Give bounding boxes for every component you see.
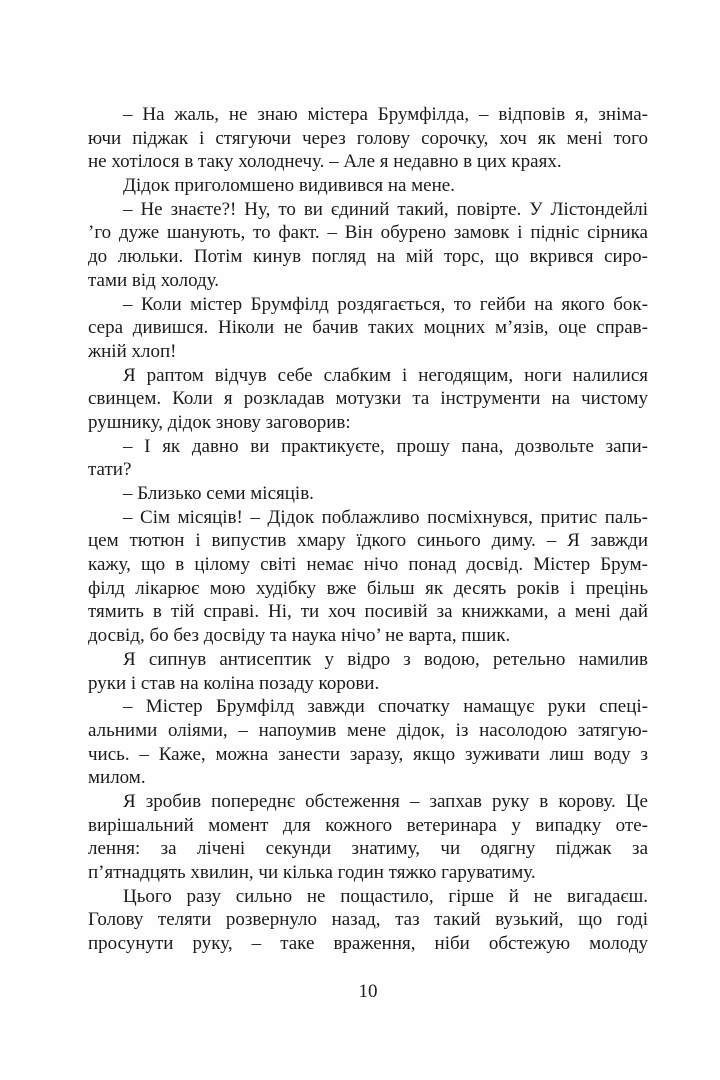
text-line: свинцем. Коли я розкладав мотузки та інструменти на чистому bbox=[88, 388, 648, 410]
text-line: ’го дуже шанують, то факт. – Він обурено замовк і підніс сірника bbox=[88, 222, 648, 244]
text-line: тямить в тій справі. Ні, ти хоч посивій за книжками, а мені дай bbox=[88, 601, 648, 623]
paragraph bbox=[88, 435, 648, 482]
text-line: – Містер Брумфілд завжди спочатку намащує руки спеці- bbox=[123, 696, 648, 718]
text-line: Я зробив попереднє обстеження – запхав руку в корову. Це bbox=[123, 790, 648, 812]
text-line: альними оліями, – напоумив мене дідок, із насолодою затягую- bbox=[88, 719, 648, 741]
text-line: тати? bbox=[88, 459, 132, 481]
text-line: – Не знаєте?! Ну, то ви єдиний такий, повірте. У Лістондейлі bbox=[123, 198, 648, 220]
text-line: лення: за лічені секунди знатиму, чи одягну піджак за bbox=[88, 838, 648, 860]
text-line: – І як давно ви практикуєте, прошу пана, дозвольте запи- bbox=[123, 435, 648, 457]
text-line: милом. bbox=[88, 767, 146, 789]
text-line: жній хлоп! bbox=[88, 340, 177, 362]
paragraph bbox=[88, 790, 648, 885]
text-line: рушнику, дідок знову заговорив: bbox=[88, 411, 351, 433]
page-text bbox=[88, 103, 648, 956]
paragraph bbox=[88, 198, 648, 293]
text-line: – Коли містер Брумфілд роздягається, то гейби на якого бок- bbox=[123, 293, 648, 315]
paragraph bbox=[88, 174, 648, 198]
text-line: Цього разу сильно не пощастило, гірше й не вигадаєш. bbox=[123, 885, 648, 907]
text-line: чись. – Каже, можна занести заразу, якщо зуживати лиш воду з bbox=[88, 743, 648, 765]
text-line: – На жаль, не знаю містера Брумфілда, – відповів я, зніма- bbox=[123, 104, 648, 125]
text-line: просунути руку, – таке враження, ніби обстежую молоду bbox=[88, 933, 648, 955]
paragraph bbox=[88, 648, 648, 695]
text-line: сера дивишся. Ніколи не бачив таких моцних м’язів, оце справ- bbox=[88, 317, 648, 339]
text-line: до люльки. Потім кинув погляд на мій торс, що вкрився сиро- bbox=[88, 246, 648, 268]
text-line: Дідок приголомшено видивився на мене. bbox=[123, 175, 455, 197]
paragraph bbox=[88, 885, 648, 956]
text-line: Голову теляти розвернуло назад, таз такий вузький, що годі bbox=[88, 909, 648, 931]
text-line: Я раптом відчув себе слабким і негодящим, ноги налилися bbox=[123, 364, 648, 386]
text-line: вирішальний момент для кожного ветеринара у випадку оте- bbox=[88, 814, 648, 836]
text-line: кажу, що в цілому світі немає нічо понад досвід. Містер Брум- bbox=[88, 554, 648, 576]
text-line: – Близько семи місяців. bbox=[123, 483, 314, 504]
paragraph bbox=[88, 103, 648, 174]
text-line: тами від холоду. bbox=[88, 269, 220, 291]
text-line: ючи піджак і стягуючи через голову сорочку, хоч як мені того bbox=[88, 127, 648, 149]
paragraph bbox=[88, 695, 648, 790]
paragraph bbox=[88, 293, 648, 364]
text-line: п’ятнадцять хвилин, чи кілька годин тяжко гаруватиму. bbox=[88, 862, 536, 883]
text-line: Я сипнув антисептик у відро з водою, ретельно намилив bbox=[123, 648, 648, 670]
text-line: досвід, бо без досвіду та наука нічо’ не варта, пшик. bbox=[88, 625, 511, 647]
paragraph bbox=[88, 364, 648, 435]
paragraph bbox=[88, 482, 648, 506]
page-number: 10 bbox=[358, 981, 378, 1002]
text-line: – Сім місяців! – Дідок поблажливо посміхнувся, притис паль- bbox=[123, 506, 648, 528]
text-line: не хотілося в таку холоднечу. – Але я недавно в цих краях. bbox=[88, 151, 562, 173]
text-line: філд лікарює мою худібку вже більш як десять років і прецінь bbox=[88, 577, 648, 599]
text-line: руки і став на коліна позаду корови. bbox=[88, 672, 380, 694]
paragraph bbox=[88, 506, 648, 648]
text-line: цем тютюн і випустив хмару їдкого синього диму. – Я завжди bbox=[88, 530, 648, 552]
